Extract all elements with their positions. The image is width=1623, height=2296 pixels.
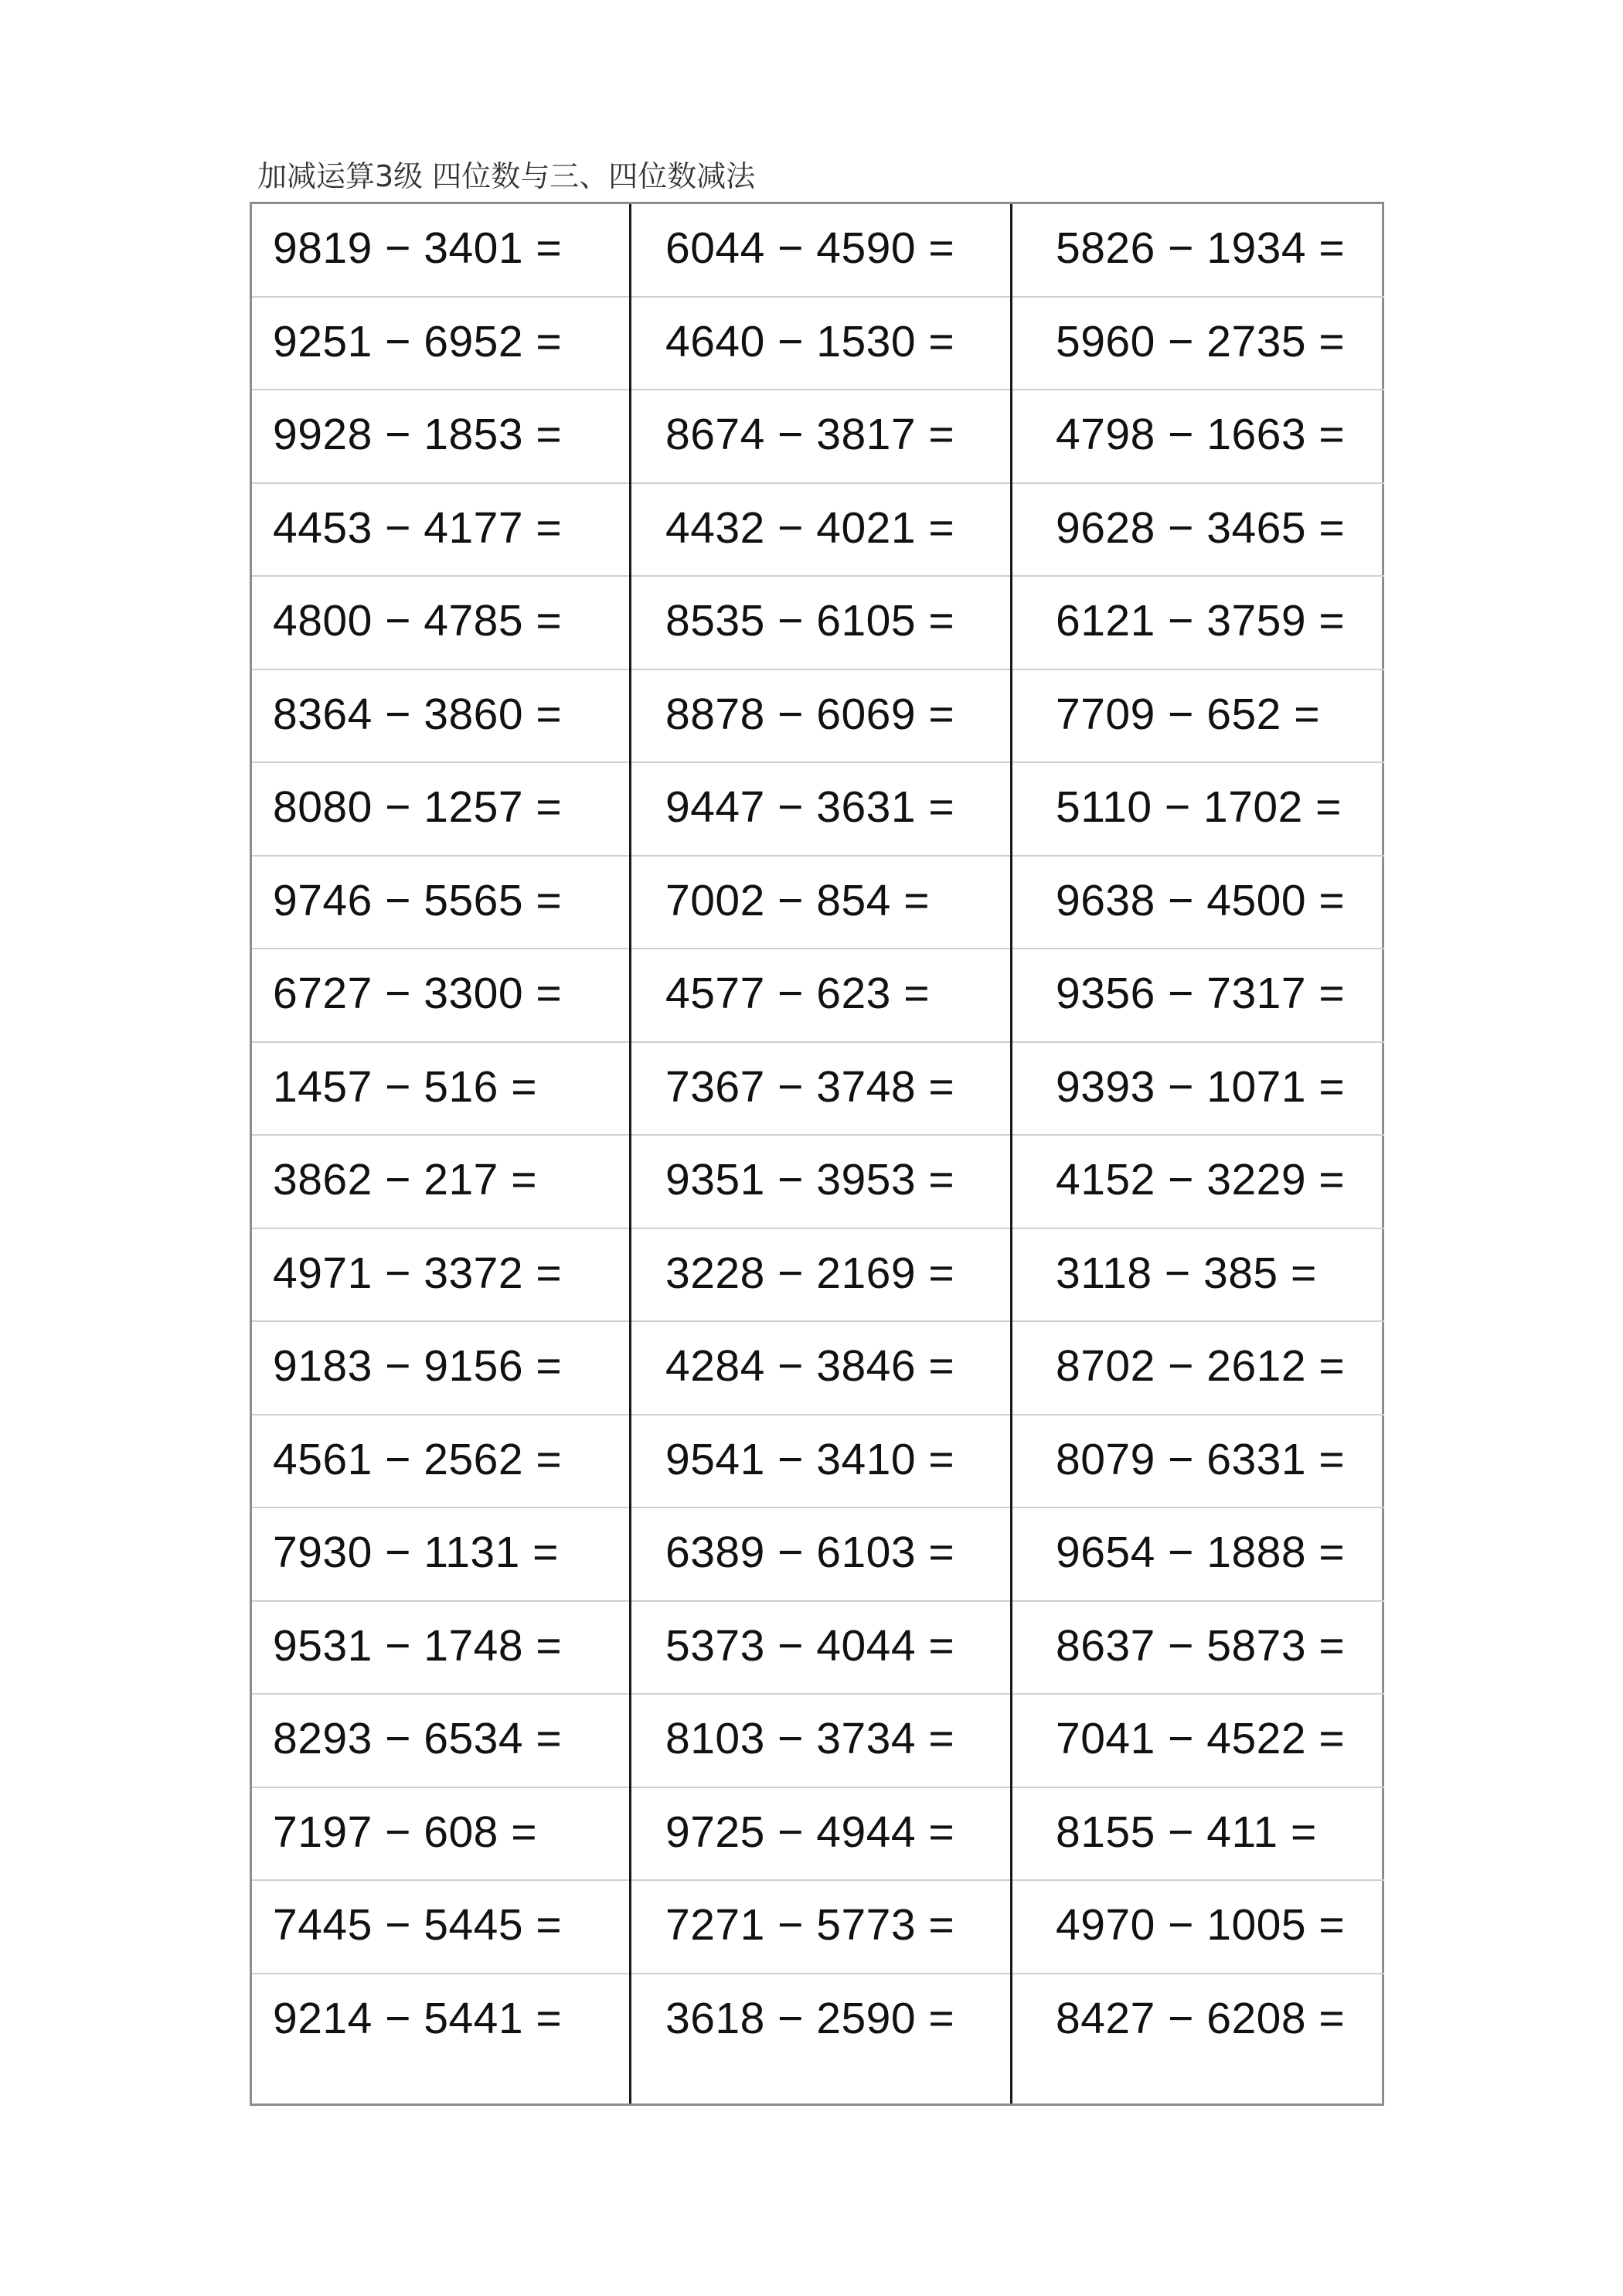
exercise-item: 5826 − 1934 =: [1012, 204, 1384, 298]
exercise-item: 9251 − 6952 =: [252, 298, 629, 391]
exercise-item: 3228 − 2169 =: [631, 1229, 1010, 1323]
exercise-item: 6044 − 4590 =: [631, 204, 1010, 298]
exercise-item: 4640 − 1530 =: [631, 298, 1010, 391]
exercise-item: 5110 − 1702 =: [1012, 763, 1384, 857]
exercise-item: 8535 − 6105 =: [631, 577, 1010, 670]
exercise-item: 8427 − 6208 =: [1056, 1993, 1346, 2043]
exercise-item: 7271 − 5773 =: [631, 1881, 1010, 1974]
exercise-item: 8103 − 3734 =: [631, 1695, 1010, 1788]
exercise-item: 7445 − 5445 =: [252, 1881, 629, 1974]
page-title: 加减运算3级 四位数与三、四位数减法: [257, 159, 756, 193]
exercise-column-1: [252, 204, 629, 2104]
exercise-item: 4453 − 4177 =: [252, 484, 629, 577]
exercise-item: 7197 − 608 =: [252, 1788, 629, 1882]
exercise-item: 6121 − 3759 =: [1012, 577, 1384, 670]
exercise-item: 8702 − 2612 =: [1012, 1322, 1384, 1415]
exercise-item: 8080 − 1257 =: [252, 763, 629, 857]
exercise-item: 6727 − 3300 =: [252, 949, 629, 1043]
exercise-item: 9531 − 1748 =: [252, 1602, 629, 1695]
exercise-item: 3118 − 385 =: [1012, 1229, 1384, 1323]
exercise-item: 4798 − 1663 =: [1012, 390, 1384, 484]
exercise-item: 3618 − 2590 =: [665, 1993, 955, 2043]
exercise-item: 7709 − 652 =: [1012, 670, 1384, 764]
exercise-item: 9654 − 1888 =: [1012, 1508, 1384, 1602]
exercise-item: 9638 − 4500 =: [1012, 857, 1384, 950]
exercise-column-2: [629, 204, 1010, 2104]
exercise-item: 1457 − 516 =: [252, 1043, 629, 1136]
exercise-item: 8293 − 6534 =: [252, 1695, 629, 1788]
exercise-item: 8674 − 3817 =: [631, 390, 1010, 484]
exercise-item: 9447 − 3631 =: [631, 763, 1010, 857]
exercise-item: 7041 − 4522 =: [1012, 1695, 1384, 1788]
exercise-item: 3862 − 217 =: [252, 1136, 629, 1229]
exercise-item: 8878 − 6069 =: [631, 670, 1010, 764]
exercise-item: 4577 − 623 =: [631, 949, 1010, 1043]
exercise-item: 9541 − 3410 =: [631, 1415, 1010, 1509]
exercise-item: 7930 − 1131 =: [252, 1508, 629, 1602]
exercise-table: [250, 202, 1384, 2106]
exercise-item: 9351 − 3953 =: [631, 1136, 1010, 1229]
exercise-item: 8079 − 6331 =: [1012, 1415, 1384, 1509]
exercise-item: 9183 − 9156 =: [252, 1322, 629, 1415]
exercise-item: 8364 − 3860 =: [252, 670, 629, 764]
exercise-item: 4152 − 3229 =: [1012, 1136, 1384, 1229]
exercise-column-3: [1010, 204, 1384, 2104]
exercise-item: 4970 − 1005 =: [1012, 1881, 1384, 1974]
exercise-item: 6389 − 6103 =: [631, 1508, 1010, 1602]
exercise-item: 8155 − 411 =: [1012, 1788, 1384, 1882]
exercise-item: 5373 − 4044 =: [631, 1602, 1010, 1695]
exercise-item: 9746 − 5565 =: [252, 857, 629, 950]
exercise-item: 5960 − 2735 =: [1012, 298, 1384, 391]
exercise-item: 4284 − 3846 =: [631, 1322, 1010, 1415]
exercise-item: 9214 − 5441 =: [273, 1993, 563, 2043]
exercise-item: 4432 − 4021 =: [631, 484, 1010, 577]
exercise-item: 7002 − 854 =: [631, 857, 1010, 950]
exercise-item: 9356 − 7317 =: [1012, 949, 1384, 1043]
exercise-item: 9819 − 3401 =: [252, 204, 629, 298]
exercise-item: 8637 − 5873 =: [1012, 1602, 1384, 1695]
exercise-item: 4561 − 2562 =: [252, 1415, 629, 1509]
exercise-item: 4971 − 3372 =: [252, 1229, 629, 1323]
exercise-item: 7367 − 3748 =: [631, 1043, 1010, 1136]
exercise-item: 4800 − 4785 =: [252, 577, 629, 670]
exercise-item: 9628 − 3465 =: [1012, 484, 1384, 577]
exercise-item: 9725 − 4944 =: [631, 1788, 1010, 1882]
exercise-item: 9928 − 1853 =: [252, 390, 629, 484]
exercise-item: 9393 − 1071 =: [1012, 1043, 1384, 1136]
